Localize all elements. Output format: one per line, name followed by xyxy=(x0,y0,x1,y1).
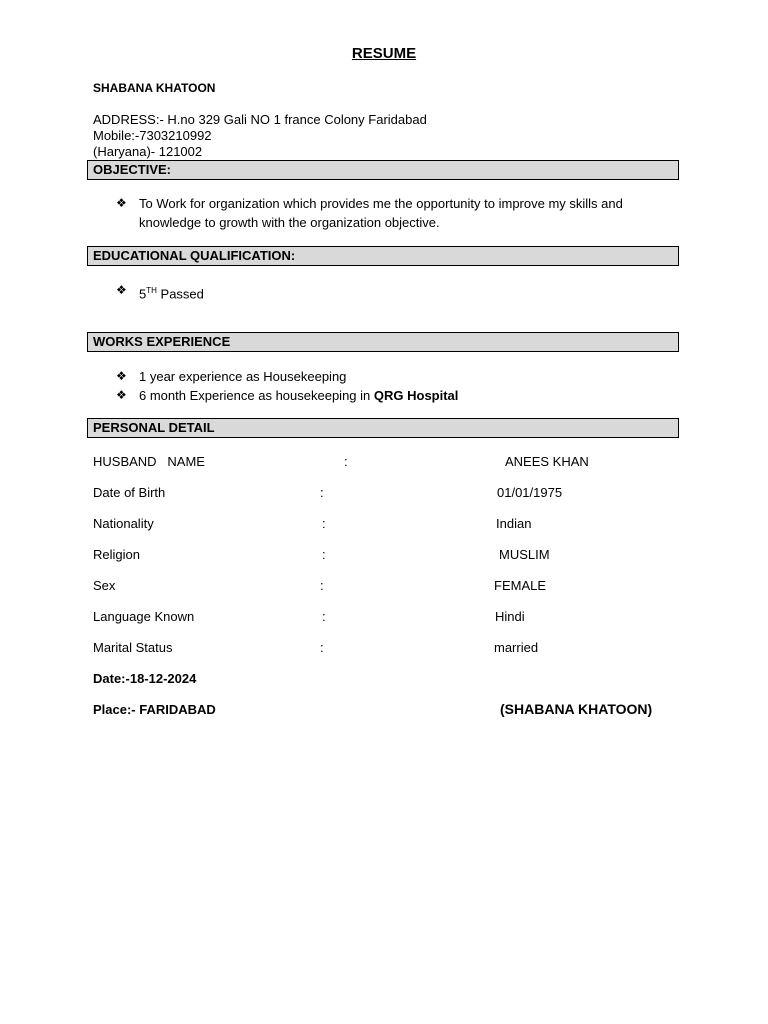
diamond-bullet-icon: ❖ xyxy=(116,283,127,297)
objective-section-header xyxy=(87,160,679,180)
detail-value-nationality: Indian xyxy=(496,516,532,531)
education-ordinal: TH xyxy=(146,286,157,295)
detail-sep-religion: : xyxy=(322,547,326,562)
detail-value-dob: 01/01/1975 xyxy=(497,485,563,500)
diamond-bullet-icon: ❖ xyxy=(116,369,127,383)
objective-heading: OBJECTIVE: xyxy=(93,162,172,177)
detail-sep-sex: : xyxy=(320,578,324,593)
diamond-bullet-icon: ❖ xyxy=(116,388,127,402)
address-line: ADDRESS:- H.no 329 Gali NO 1 france Colony Faridabad xyxy=(93,112,427,127)
detail-label-dob: Date of Birth xyxy=(93,485,166,500)
experience-section-header xyxy=(87,332,679,352)
detail-sep-dob: : xyxy=(320,485,324,500)
detail-sep-language: : xyxy=(322,609,326,624)
personal-section-header xyxy=(87,418,679,438)
education-item xyxy=(139,281,204,303)
detail-label-language: Language Known xyxy=(93,609,195,624)
experience-item-2-prefix: 6 month Experience as housekeeping in xyxy=(139,388,371,403)
detail-label-nationality: Nationality xyxy=(93,516,154,531)
personal-heading: PERSONAL DETAIL xyxy=(93,420,215,435)
education-number: 5 xyxy=(139,286,147,302)
detail-value-language: Hindi xyxy=(495,609,525,624)
detail-value-marital: married xyxy=(494,640,539,655)
candidate-name: SHABANA KHATOON xyxy=(93,81,216,95)
diamond-bullet-icon: ❖ xyxy=(116,196,127,210)
objective-text: To Work for organization which provides me the opportunity to improve my skills and knowledge to growth with the organization objective. xyxy=(139,196,623,230)
education-rest: Passed xyxy=(160,286,204,302)
footer-date: Date:-18-12-2024 xyxy=(93,671,197,686)
experience-item-2 xyxy=(139,386,458,405)
mobile-line: Mobile:-7303210992 xyxy=(93,128,212,143)
detail-value-husband: ANEES KHAN xyxy=(505,454,589,469)
footer-place: Place:- FARIDABAD xyxy=(93,702,216,717)
detail-sep-nationality: : xyxy=(322,516,326,531)
resume-title: RESUME xyxy=(351,45,417,62)
detail-label-sex: Sex xyxy=(93,578,116,593)
detail-value-religion: MUSLIM xyxy=(499,547,550,562)
detail-label-religion: Religion xyxy=(93,547,140,562)
education-section-header xyxy=(87,246,679,266)
experience-item-1: 1 year experience as Housekeeping xyxy=(139,369,347,384)
detail-label-husband: HUSBAND NAME xyxy=(93,454,205,469)
detail-value-sex: FEMALE xyxy=(494,578,547,593)
signature-name: (SHABANA KHATOON) xyxy=(500,701,653,717)
detail-sep-husband: : xyxy=(344,454,348,469)
experience-hospital-name: QRG Hospital xyxy=(373,388,459,403)
experience-heading: WORKS EXPERIENCE xyxy=(93,334,231,349)
detail-sep-marital: : xyxy=(320,640,324,655)
detail-label-marital: Marital Status xyxy=(93,640,173,655)
region-line: (Haryana)- 121002 xyxy=(93,144,203,159)
education-heading: EDUCATIONAL QUALIFICATION: xyxy=(93,248,296,263)
